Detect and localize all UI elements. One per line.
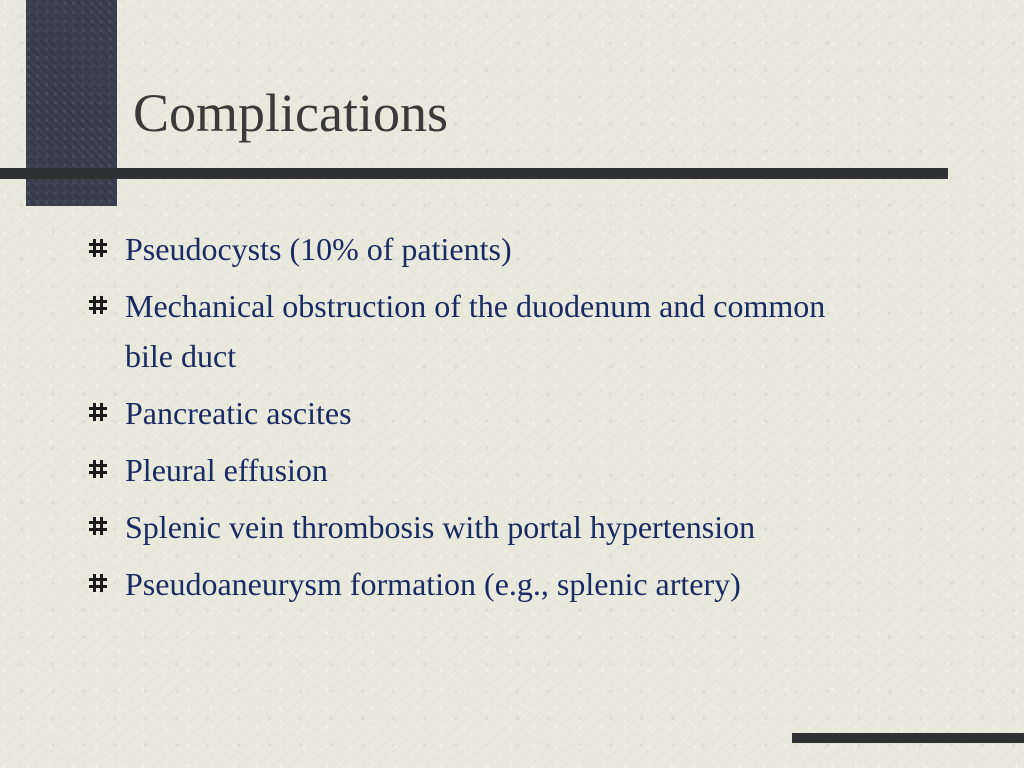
bullet-text: Pseudoaneurysm formation (e.g., splenic artery)	[125, 566, 741, 602]
bullet-item	[88, 224, 928, 274]
bullet-list	[88, 224, 928, 616]
hash-bullet-icon	[88, 402, 108, 422]
bullet-item	[88, 281, 928, 381]
bullet-item	[88, 445, 928, 495]
hash-bullet-icon	[88, 295, 108, 315]
footer-rule	[792, 733, 1024, 743]
bullet-text: Pancreatic ascites	[125, 395, 352, 431]
bullet-text: Pseudocysts (10% of patients)	[125, 231, 512, 267]
hash-bullet-icon	[88, 459, 108, 479]
slide-title: Complications	[133, 83, 448, 143]
hash-bullet-icon	[88, 516, 108, 536]
bullet-text: Mechanical obstruction of the duodenum and common bile duct	[125, 288, 826, 374]
bullet-item	[88, 502, 928, 552]
hash-bullet-icon	[88, 573, 108, 593]
bullet-item	[88, 388, 928, 438]
bullet-text: Pleural effusion	[125, 452, 328, 488]
title-underline-rule	[0, 168, 948, 179]
bullet-text: Splenic vein thrombosis with portal hypertension	[125, 509, 756, 545]
hash-bullet-icon	[88, 238, 108, 258]
bullet-item	[88, 559, 928, 609]
